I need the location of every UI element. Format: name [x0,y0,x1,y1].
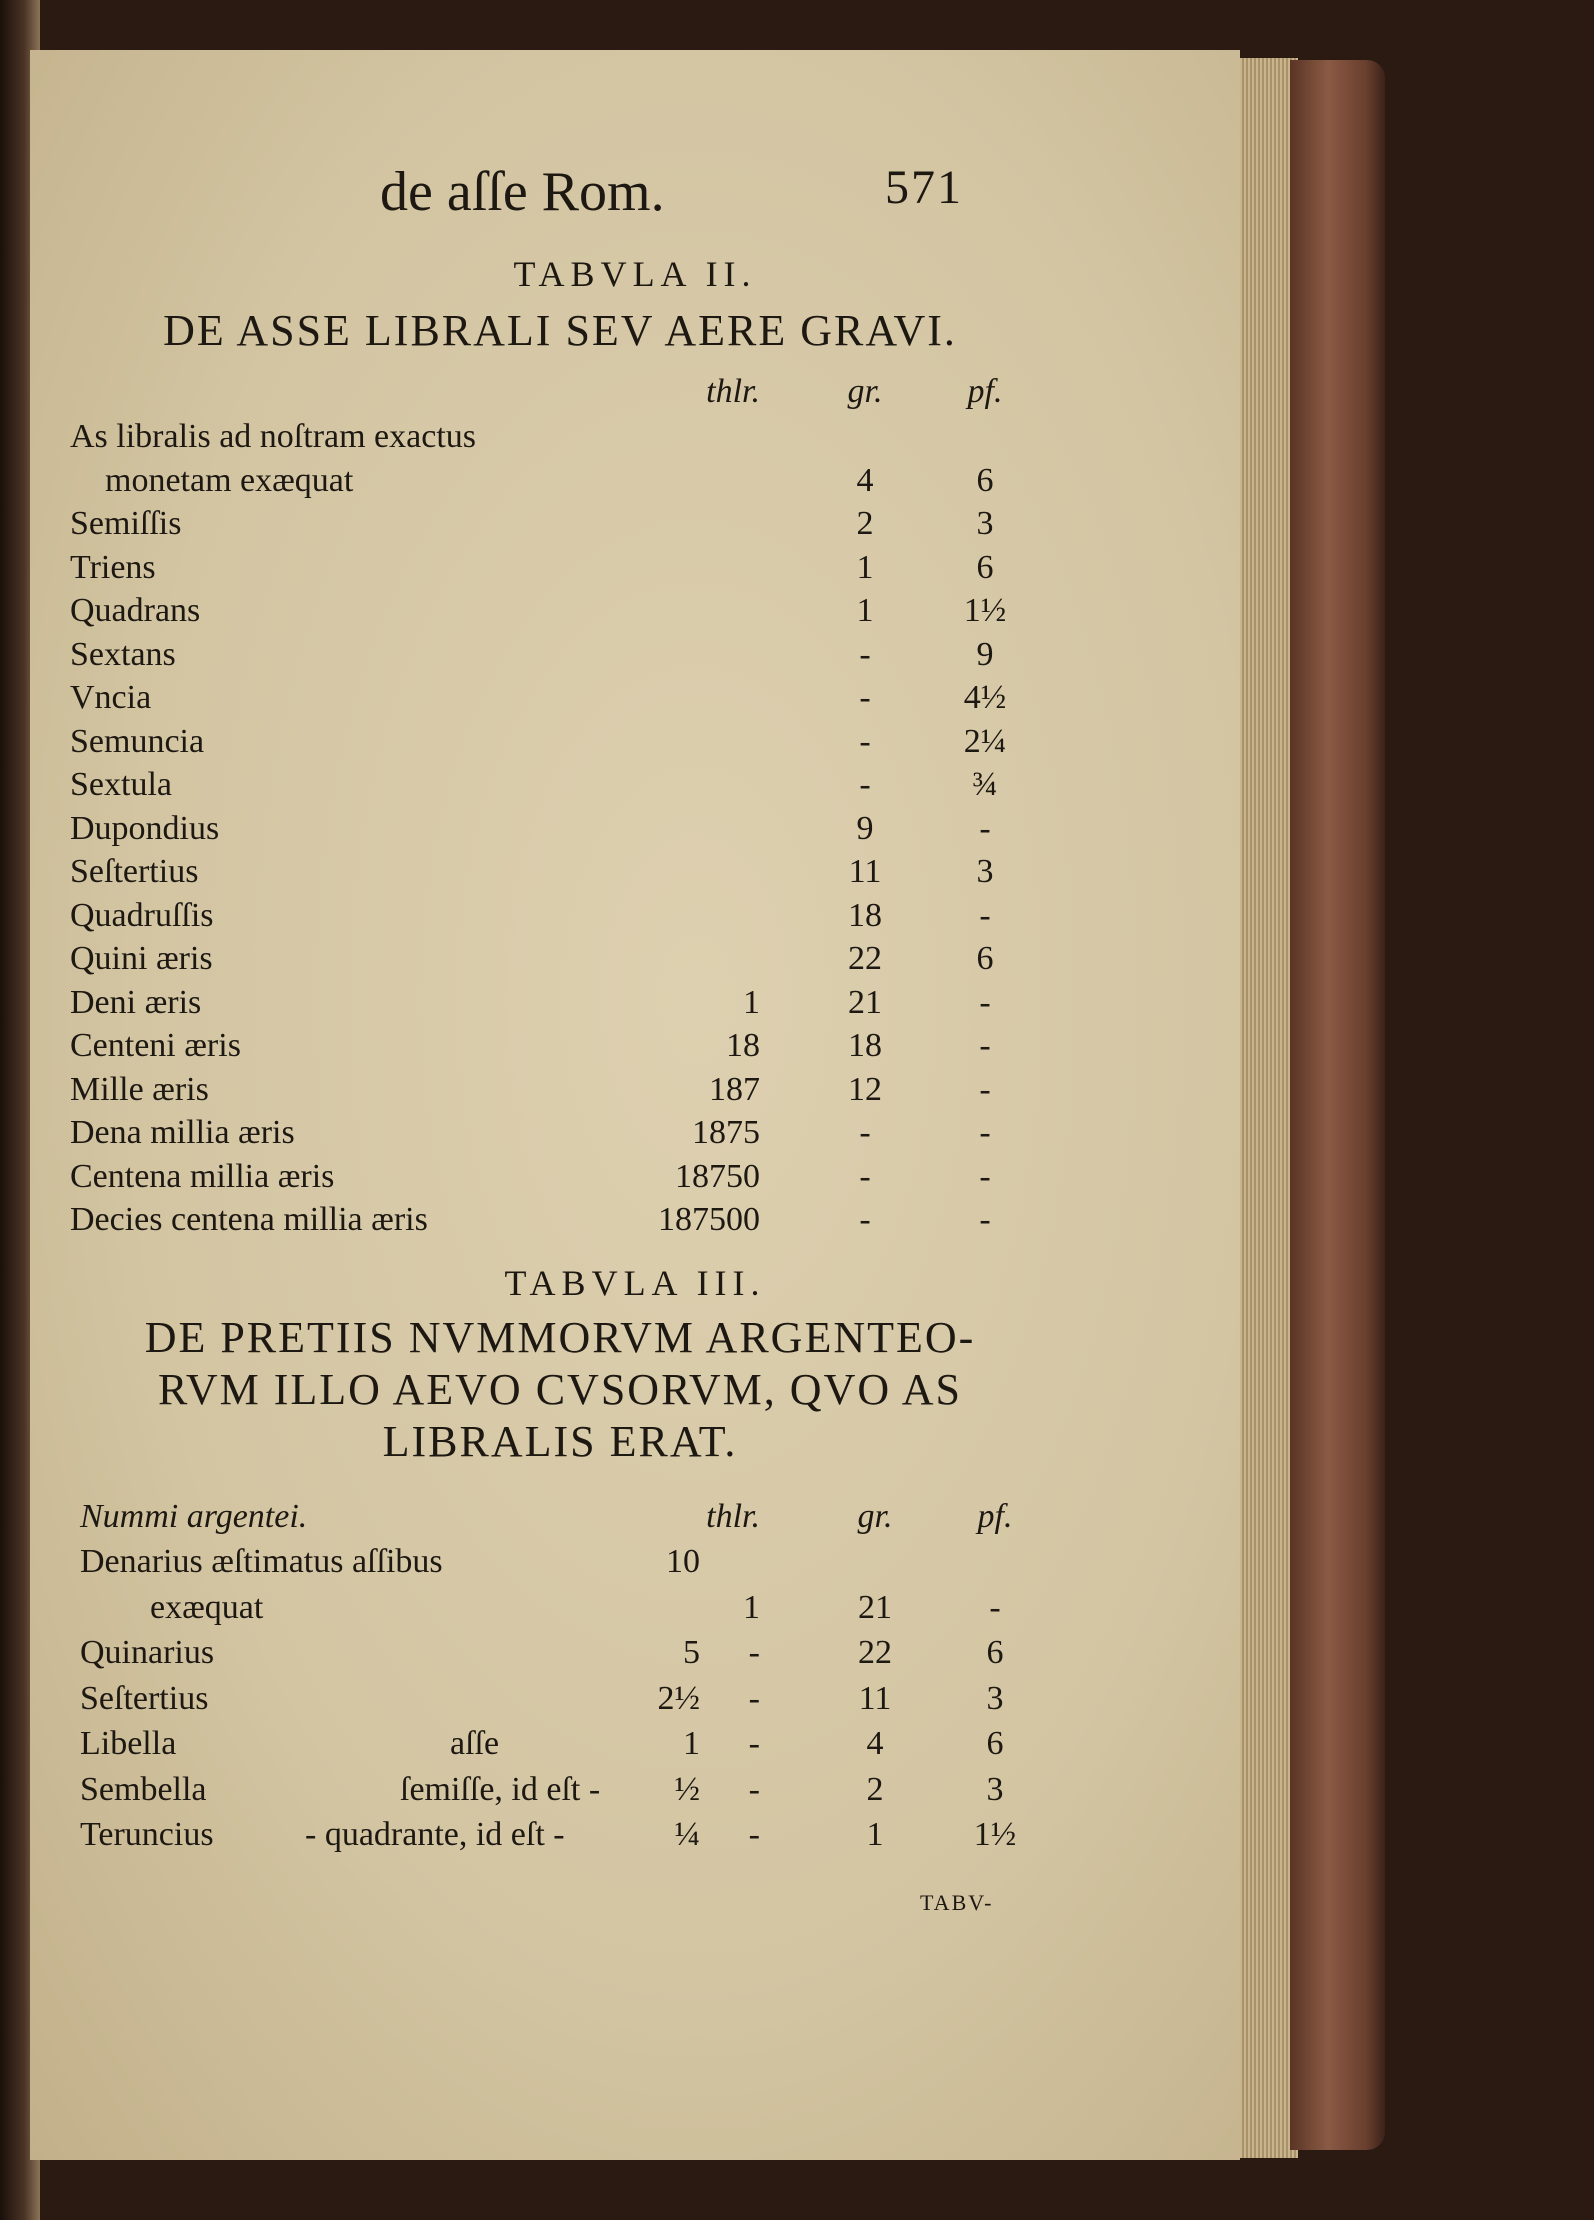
cell-th: - [748,1816,760,1853]
cell-gr: 2 [866,1770,884,1808]
cell-name: As libralis ad noſtram exactus [70,418,477,455]
cell-gr: - [859,1157,871,1195]
cell-th: - [748,1634,760,1671]
cell-name: Deni æris [70,983,202,1021]
table-row [30,894,1240,938]
table-row [30,1722,1240,1766]
table3-heading-line3: LIBRALIS ERAT. [382,1417,738,1466]
cell-name: Seſtertius [80,1679,209,1717]
cell-th: 1 [743,1588,760,1626]
cell-name: Triens [70,548,156,586]
table-row [30,1768,1240,1812]
cell-gr: 12 [848,1070,882,1108]
table-row [30,589,1240,633]
cell-pf: 6 [976,548,994,586]
table-row [30,415,1240,459]
cell-name: Vncia [70,679,152,716]
cell-name: Quini æris [70,940,213,977]
cell-name: Mille æris [70,1070,209,1108]
cell-pf: 4½ [963,679,1007,716]
cell-pf: - [979,1201,991,1238]
cell-as: 10 [666,1543,700,1580]
cell-name: Quinarius [80,1634,215,1671]
cell-gr: - [859,679,871,716]
cell-gr: - [859,1201,871,1238]
cell-pf: - [989,1588,1001,1626]
cell-pf: - [979,983,991,1021]
cell-as: 5 [683,1634,700,1671]
cell-pf: 9 [976,635,994,673]
cell-pf: - [979,896,991,934]
col-thlr: thlr. [706,1498,760,1535]
cell-name: Seſtertius [70,853,199,890]
page-number: 571 [885,161,963,214]
cell-th: - [748,1770,760,1808]
table-row [30,1586,1240,1630]
table3-column-headers [30,1495,1240,1539]
table-row [30,1024,1240,1068]
table3-heading-line1: DE PRETIIS NVMMORVM ARGENTEO- [144,1313,976,1362]
cell-pf: 3 [976,853,994,890]
cell-pf: - [979,1070,991,1108]
catchword: TABV- [920,1890,994,1915]
table2-column-headers [30,370,1240,414]
cell-pf: 3 [976,505,994,542]
cell-as: 2½ [657,1679,700,1717]
cell-name: Denarius æſtimatus aſſibus [80,1543,443,1580]
cell-pf: - [979,1157,991,1195]
cell-th: 1 [743,983,760,1021]
cell-name: monetam exæquat [105,461,354,499]
cell-pf: 2¼ [963,722,1007,760]
cell-pf: 1½ [963,592,1007,629]
cell-as: ½ [674,1770,700,1808]
table-row [30,981,1240,1025]
table-row [30,720,1240,764]
cell-gr: 11 [858,1679,892,1717]
cell-name: Semiſſis [70,505,182,542]
cell-gr: 22 [858,1634,892,1671]
cell-mid: ſemiſſe, id eſt - [400,1770,601,1808]
cell-name: Teruncius [80,1816,214,1853]
table-row [30,459,1240,503]
cell-pf: 1½ [973,1816,1017,1853]
cell-pf: 6 [986,1634,1004,1671]
cell-name: exæquat [150,1588,264,1626]
cell-gr: 22 [848,940,882,977]
cell-name: Dupondius [70,809,220,847]
cell-gr: 21 [848,983,882,1021]
table2-label: TABVLA II. [513,254,757,294]
cell-th: 187 [709,1070,760,1108]
cell-name: Libella [80,1725,177,1762]
cell-gr: 11 [848,853,882,890]
running-title: de aſſe Rom. [380,161,665,223]
table3-heading-line2: RVM ILLO AEVO CVSORVM, QVO AS [158,1365,962,1414]
cell-gr: 2 [856,505,874,542]
cell-pf: - [979,1114,991,1151]
cell-pf: ¾ [972,766,998,803]
cell-gr: - [859,635,871,673]
table2-heading: DE ASSE LIBRALI SEV AERE GRAVI. [163,306,957,355]
table-row [30,1068,1240,1112]
cell-pf: - [979,1027,991,1064]
cell-name: Quadrans [70,592,201,629]
cell-name: Sextans [70,635,176,673]
cell-name: Semuncia [70,722,205,760]
cell-mid: - quadrante, id eſt - [305,1816,565,1853]
table3-label: TABVLA III. [504,1263,766,1303]
cell-name: Dena millia æris [70,1114,295,1151]
cell-gr: 1 [866,1816,884,1853]
cell-name: Quadruſſis [70,896,214,934]
table-row [30,546,1240,590]
cell-th: - [748,1725,760,1762]
cell-th: - [748,1679,760,1717]
cell-th: 187500 [658,1201,760,1238]
table-row [30,1198,1240,1242]
book-cover-edge [1290,60,1385,2150]
cell-gr: - [859,722,871,760]
cell-gr: 1 [856,548,874,586]
table-row [30,633,1240,677]
cell-mid: aſſe [450,1725,500,1762]
cell-name: Sembella [80,1770,207,1808]
col-thlr: thlr. [706,373,760,410]
cell-th: 18750 [675,1157,760,1195]
cell-pf: 6 [986,1725,1004,1762]
table-row [30,1677,1240,1721]
cell-pf: - [979,809,991,847]
cell-pf: 3 [986,1770,1004,1808]
cell-pf: 3 [986,1679,1004,1717]
cell-gr: 18 [848,896,882,934]
cell-gr: 21 [858,1588,892,1626]
table-row [30,1111,1240,1155]
table-row [30,1631,1240,1675]
book-page [30,50,1240,2160]
col-pf: pf. [977,1498,1013,1535]
cell-th: 18 [726,1027,760,1064]
table-row [30,763,1240,807]
cell-gr: - [859,1114,871,1151]
cell-name: Centeni æris [70,1027,241,1064]
col-gr: gr. [847,373,883,410]
cell-gr: - [859,766,871,803]
cell-gr: 4 [866,1725,884,1762]
table-row [30,850,1240,894]
table-row [30,1813,1240,1857]
cell-pf: 6 [976,461,994,499]
table-row [30,1540,1240,1584]
cell-gr: 1 [856,592,874,629]
cell-th: 1875 [692,1114,760,1151]
table-row [30,676,1240,720]
cell-as: ¼ [674,1816,700,1853]
table-row [30,937,1240,981]
cell-gr: 18 [848,1027,882,1064]
cell-gr: 4 [856,461,874,499]
cell-name: Centena millia æris [70,1157,335,1195]
cell-pf: 6 [976,940,994,977]
table-row [30,1155,1240,1199]
cell-as: 1 [683,1725,700,1762]
table-row [30,807,1240,851]
table-row [30,502,1240,546]
col-pf: pf. [967,373,1003,410]
col-gr: gr. [857,1498,893,1535]
cell-name: Sextula [70,766,172,803]
col-nummi: Nummi argentei. [80,1498,308,1535]
cell-name: Decies centena millia æris [70,1201,428,1238]
cell-gr: 9 [856,809,874,847]
